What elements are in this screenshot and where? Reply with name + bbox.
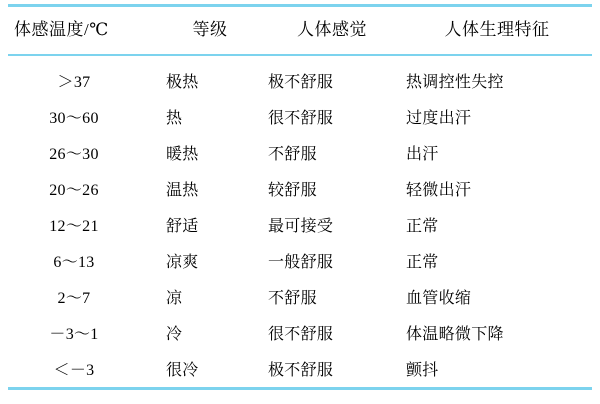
cell-temperature: 12～21 xyxy=(49,217,99,235)
table-body xyxy=(8,55,592,386)
cell-physiology: 正常 xyxy=(406,217,439,235)
cell-feeling: 较舒服 xyxy=(268,181,317,199)
cell-feeling: 极不舒服 xyxy=(268,361,334,379)
cell-level: 极热 xyxy=(166,73,199,91)
cell-physiology: 热调控性失控 xyxy=(406,73,504,91)
cell-level: 凉 xyxy=(166,289,183,307)
column-header-physiology: 人体生理特征 xyxy=(402,6,592,56)
cell-physiology: 血管收缩 xyxy=(406,289,472,307)
cell-physiology: 颤抖 xyxy=(406,361,439,379)
cell-level: 很冷 xyxy=(166,361,199,379)
cell-physiology: 出汗 xyxy=(406,145,439,163)
header-row xyxy=(8,6,592,56)
cell-feeling: 最可接受 xyxy=(268,217,334,235)
cell-feeling: 极不舒服 xyxy=(268,73,334,91)
column-header-feeling: 人体感觉 xyxy=(262,6,402,56)
cell-level: 暖热 xyxy=(166,145,199,163)
cell-physiology: 正常 xyxy=(406,253,439,271)
cell-temperature: 20～26 xyxy=(49,181,99,199)
cell-physiology: 过度出汗 xyxy=(406,109,472,127)
table-row xyxy=(8,98,592,134)
cell-level: 舒适 xyxy=(166,217,199,235)
sensible-temperature-table-container xyxy=(0,4,600,404)
cell-temperature: ＜－3 xyxy=(53,361,95,379)
column-header-temperature: 体感温度/℃ xyxy=(8,6,158,56)
table-row xyxy=(8,278,592,314)
cell-feeling: 一般舒服 xyxy=(268,253,334,271)
table-row xyxy=(8,350,592,386)
cell-feeling: 很不舒服 xyxy=(268,109,334,127)
table-row xyxy=(8,170,592,206)
cell-temperature: 6～13 xyxy=(53,253,95,271)
cell-level: 凉爽 xyxy=(166,253,199,271)
table-bottom-rule xyxy=(8,387,592,390)
cell-temperature: 26～30 xyxy=(49,145,99,163)
cell-physiology: 体温略微下降 xyxy=(406,325,504,343)
table-header xyxy=(8,6,592,56)
table-row xyxy=(8,206,592,242)
table-row xyxy=(8,242,592,278)
column-header-level: 等级 xyxy=(158,6,262,56)
cell-physiology: 轻微出汗 xyxy=(406,181,472,199)
cell-level: 热 xyxy=(166,109,183,127)
cell-feeling: 不舒服 xyxy=(268,145,317,163)
cell-temperature: ＞37 xyxy=(57,73,91,91)
cell-temperature: 2～7 xyxy=(57,289,91,307)
table-row xyxy=(8,314,592,350)
table-row xyxy=(8,134,592,170)
cell-temperature: 30～60 xyxy=(49,109,99,127)
cell-temperature: －3～1 xyxy=(49,325,99,343)
sensible-temperature-table xyxy=(8,4,592,386)
table-row xyxy=(8,55,592,98)
cell-level: 温热 xyxy=(166,181,199,199)
cell-level: 冷 xyxy=(166,325,183,343)
cell-feeling: 很不舒服 xyxy=(268,325,334,343)
cell-feeling: 不舒服 xyxy=(268,289,317,307)
